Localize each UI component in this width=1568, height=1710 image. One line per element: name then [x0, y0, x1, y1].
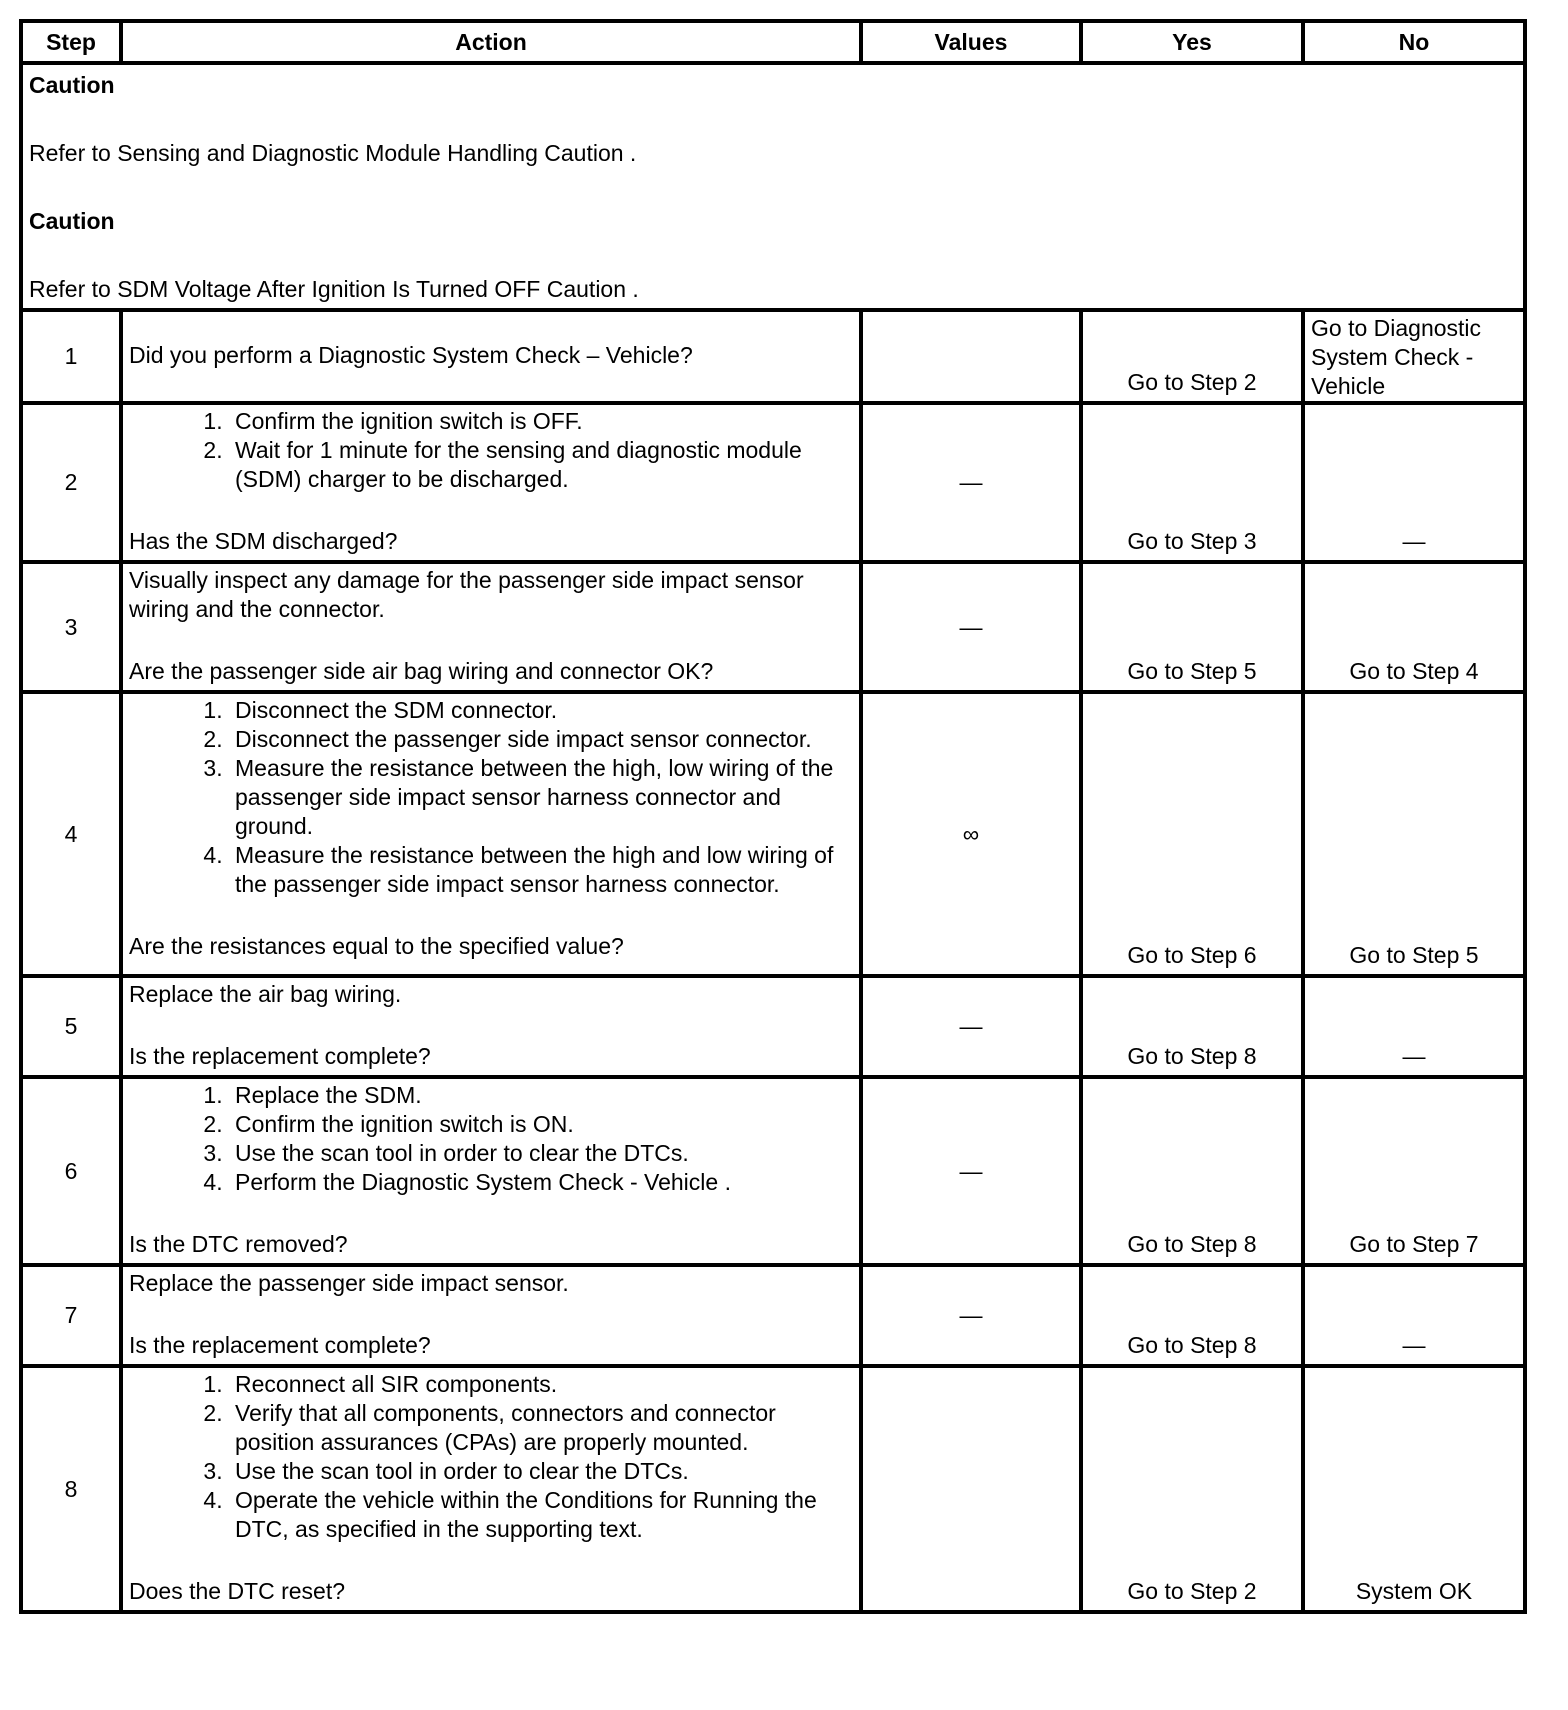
step-number: 4 — [21, 692, 121, 976]
action-cell — [121, 692, 861, 976]
step-number: 7 — [21, 1265, 121, 1366]
action-cell — [121, 562, 861, 692]
action-cell — [121, 1366, 861, 1612]
caution-cell — [21, 63, 1525, 310]
header-values: Values — [861, 21, 1081, 63]
table-row — [21, 1077, 1525, 1265]
values-cell: — — [861, 976, 1081, 1077]
action-cell — [121, 976, 861, 1077]
values-cell: — — [861, 403, 1081, 562]
step-number: 6 — [21, 1077, 121, 1265]
caution-title: Caution — [29, 72, 115, 98]
table-row — [21, 692, 1525, 976]
action-list-item: 3. Use the scan tool in order to clear the DTCs. — [229, 1457, 853, 1486]
yes-cell: Go to Step 3 — [1081, 403, 1303, 562]
caution-text: Refer to Sensing and Diagnostic Module Handling Caution . — [29, 140, 637, 166]
yes-cell: Go to Step 8 — [1081, 976, 1303, 1077]
action-instruction: Replace the air bag wiring. — [129, 981, 402, 1007]
yes-cell: Go to Step 2 — [1081, 1366, 1303, 1612]
action-cell — [121, 1265, 861, 1366]
yes-cell: Go to Step 6 — [1081, 692, 1303, 976]
no-cell: System OK — [1303, 1366, 1525, 1612]
values-cell — [861, 310, 1081, 403]
yes-cell: Go to Step 5 — [1081, 562, 1303, 692]
action-question: Is the replacement complete? — [129, 1332, 431, 1358]
step-number: 3 — [21, 562, 121, 692]
action-question: Is the DTC removed? — [129, 1231, 348, 1257]
values-cell: — — [861, 1265, 1081, 1366]
no-cell: Go to Diagnostic System Check - Vehicle — [1303, 310, 1525, 403]
action-list-item: 4. Measure the resistance between the high and low wiring of the passenger side impact sensor harness connector. — [229, 841, 853, 899]
action-question: Are the passenger side air bag wiring and connector OK? — [129, 658, 714, 684]
action-list-item: 1. Reconnect all SIR components. — [229, 1370, 853, 1399]
table-row — [21, 403, 1525, 562]
action-cell — [121, 1077, 861, 1265]
action-cell — [121, 310, 861, 403]
action-instruction: Visually inspect any damage for the passenger side impact sensor wiring and the connector. — [129, 567, 804, 622]
header-row — [21, 21, 1525, 63]
header-yes: Yes — [1081, 21, 1303, 63]
no-cell: Go to Step 7 — [1303, 1077, 1525, 1265]
values-cell — [861, 1366, 1081, 1612]
header-step: Step — [21, 21, 121, 63]
action-question: Are the resistances equal to the specified value? — [129, 933, 624, 959]
no-cell: — — [1303, 1265, 1525, 1366]
table-row — [21, 1366, 1525, 1612]
caution-title: Caution — [29, 208, 115, 234]
header-action: Action — [121, 21, 861, 63]
table-row — [21, 1265, 1525, 1366]
no-cell: Go to Step 4 — [1303, 562, 1525, 692]
action-list-item: 1. Disconnect the SDM connector. — [229, 696, 853, 725]
table-row — [21, 310, 1525, 403]
step-number: 1 — [21, 310, 121, 403]
no-cell: — — [1303, 976, 1525, 1077]
no-cell: — — [1303, 403, 1525, 562]
action-list-item: 3. Measure the resistance between the high, low wiring of the passenger side impact sensor harness connector and ground. — [229, 754, 853, 841]
action-list — [129, 696, 853, 899]
yes-cell: Go to Step 8 — [1081, 1265, 1303, 1366]
action-list-item: 2. Verify that all components, connectors and connector position assurances (CPAs) are properly mounted. — [229, 1399, 853, 1457]
action-list-item: 4. Operate the vehicle within the Conditions for Running the DTC, as specified in the supporting text. — [229, 1486, 853, 1544]
values-cell: — — [861, 1077, 1081, 1265]
action-list-item: 2. Wait for 1 minute for the sensing and diagnostic module (SDM) charger to be discharged. — [229, 436, 853, 494]
yes-cell: Go to Step 2 — [1081, 310, 1303, 403]
caution-row — [21, 63, 1525, 310]
action-list-item: 2. Confirm the ignition switch is ON. — [229, 1110, 853, 1139]
no-cell: Go to Step 5 — [1303, 692, 1525, 976]
action-list — [129, 1081, 853, 1197]
action-cell — [121, 403, 861, 562]
step-number: 2 — [21, 403, 121, 562]
header-no: No — [1303, 21, 1525, 63]
values-cell: ∞ — [861, 692, 1081, 976]
caution-text: Refer to SDM Voltage After Ignition Is Turned OFF Caution . — [29, 276, 639, 302]
values-cell: — — [861, 562, 1081, 692]
action-list-item: 4. Perform the Diagnostic System Check - Vehicle . — [229, 1168, 853, 1197]
action-question: Did you perform a Diagnostic System Check – Vehicle? — [129, 342, 693, 368]
action-list — [129, 407, 853, 494]
diagnostic-table — [19, 19, 1527, 1614]
action-list-item: 2. Disconnect the passenger side impact sensor connector. — [229, 725, 853, 754]
action-question: Is the replacement complete? — [129, 1043, 431, 1069]
table-row — [21, 562, 1525, 692]
action-question: Has the SDM discharged? — [129, 528, 398, 554]
yes-cell: Go to Step 8 — [1081, 1077, 1303, 1265]
action-list-item: 1. Confirm the ignition switch is OFF. — [229, 407, 853, 436]
step-number: 5 — [21, 976, 121, 1077]
action-list — [129, 1370, 853, 1544]
action-instruction: Replace the passenger side impact sensor. — [129, 1270, 569, 1296]
table-row — [21, 976, 1525, 1077]
step-number: 8 — [21, 1366, 121, 1612]
action-list-item: 3. Use the scan tool in order to clear the DTCs. — [229, 1139, 853, 1168]
action-list-item: 1. Replace the SDM. — [229, 1081, 853, 1110]
action-question: Does the DTC reset? — [129, 1578, 346, 1604]
